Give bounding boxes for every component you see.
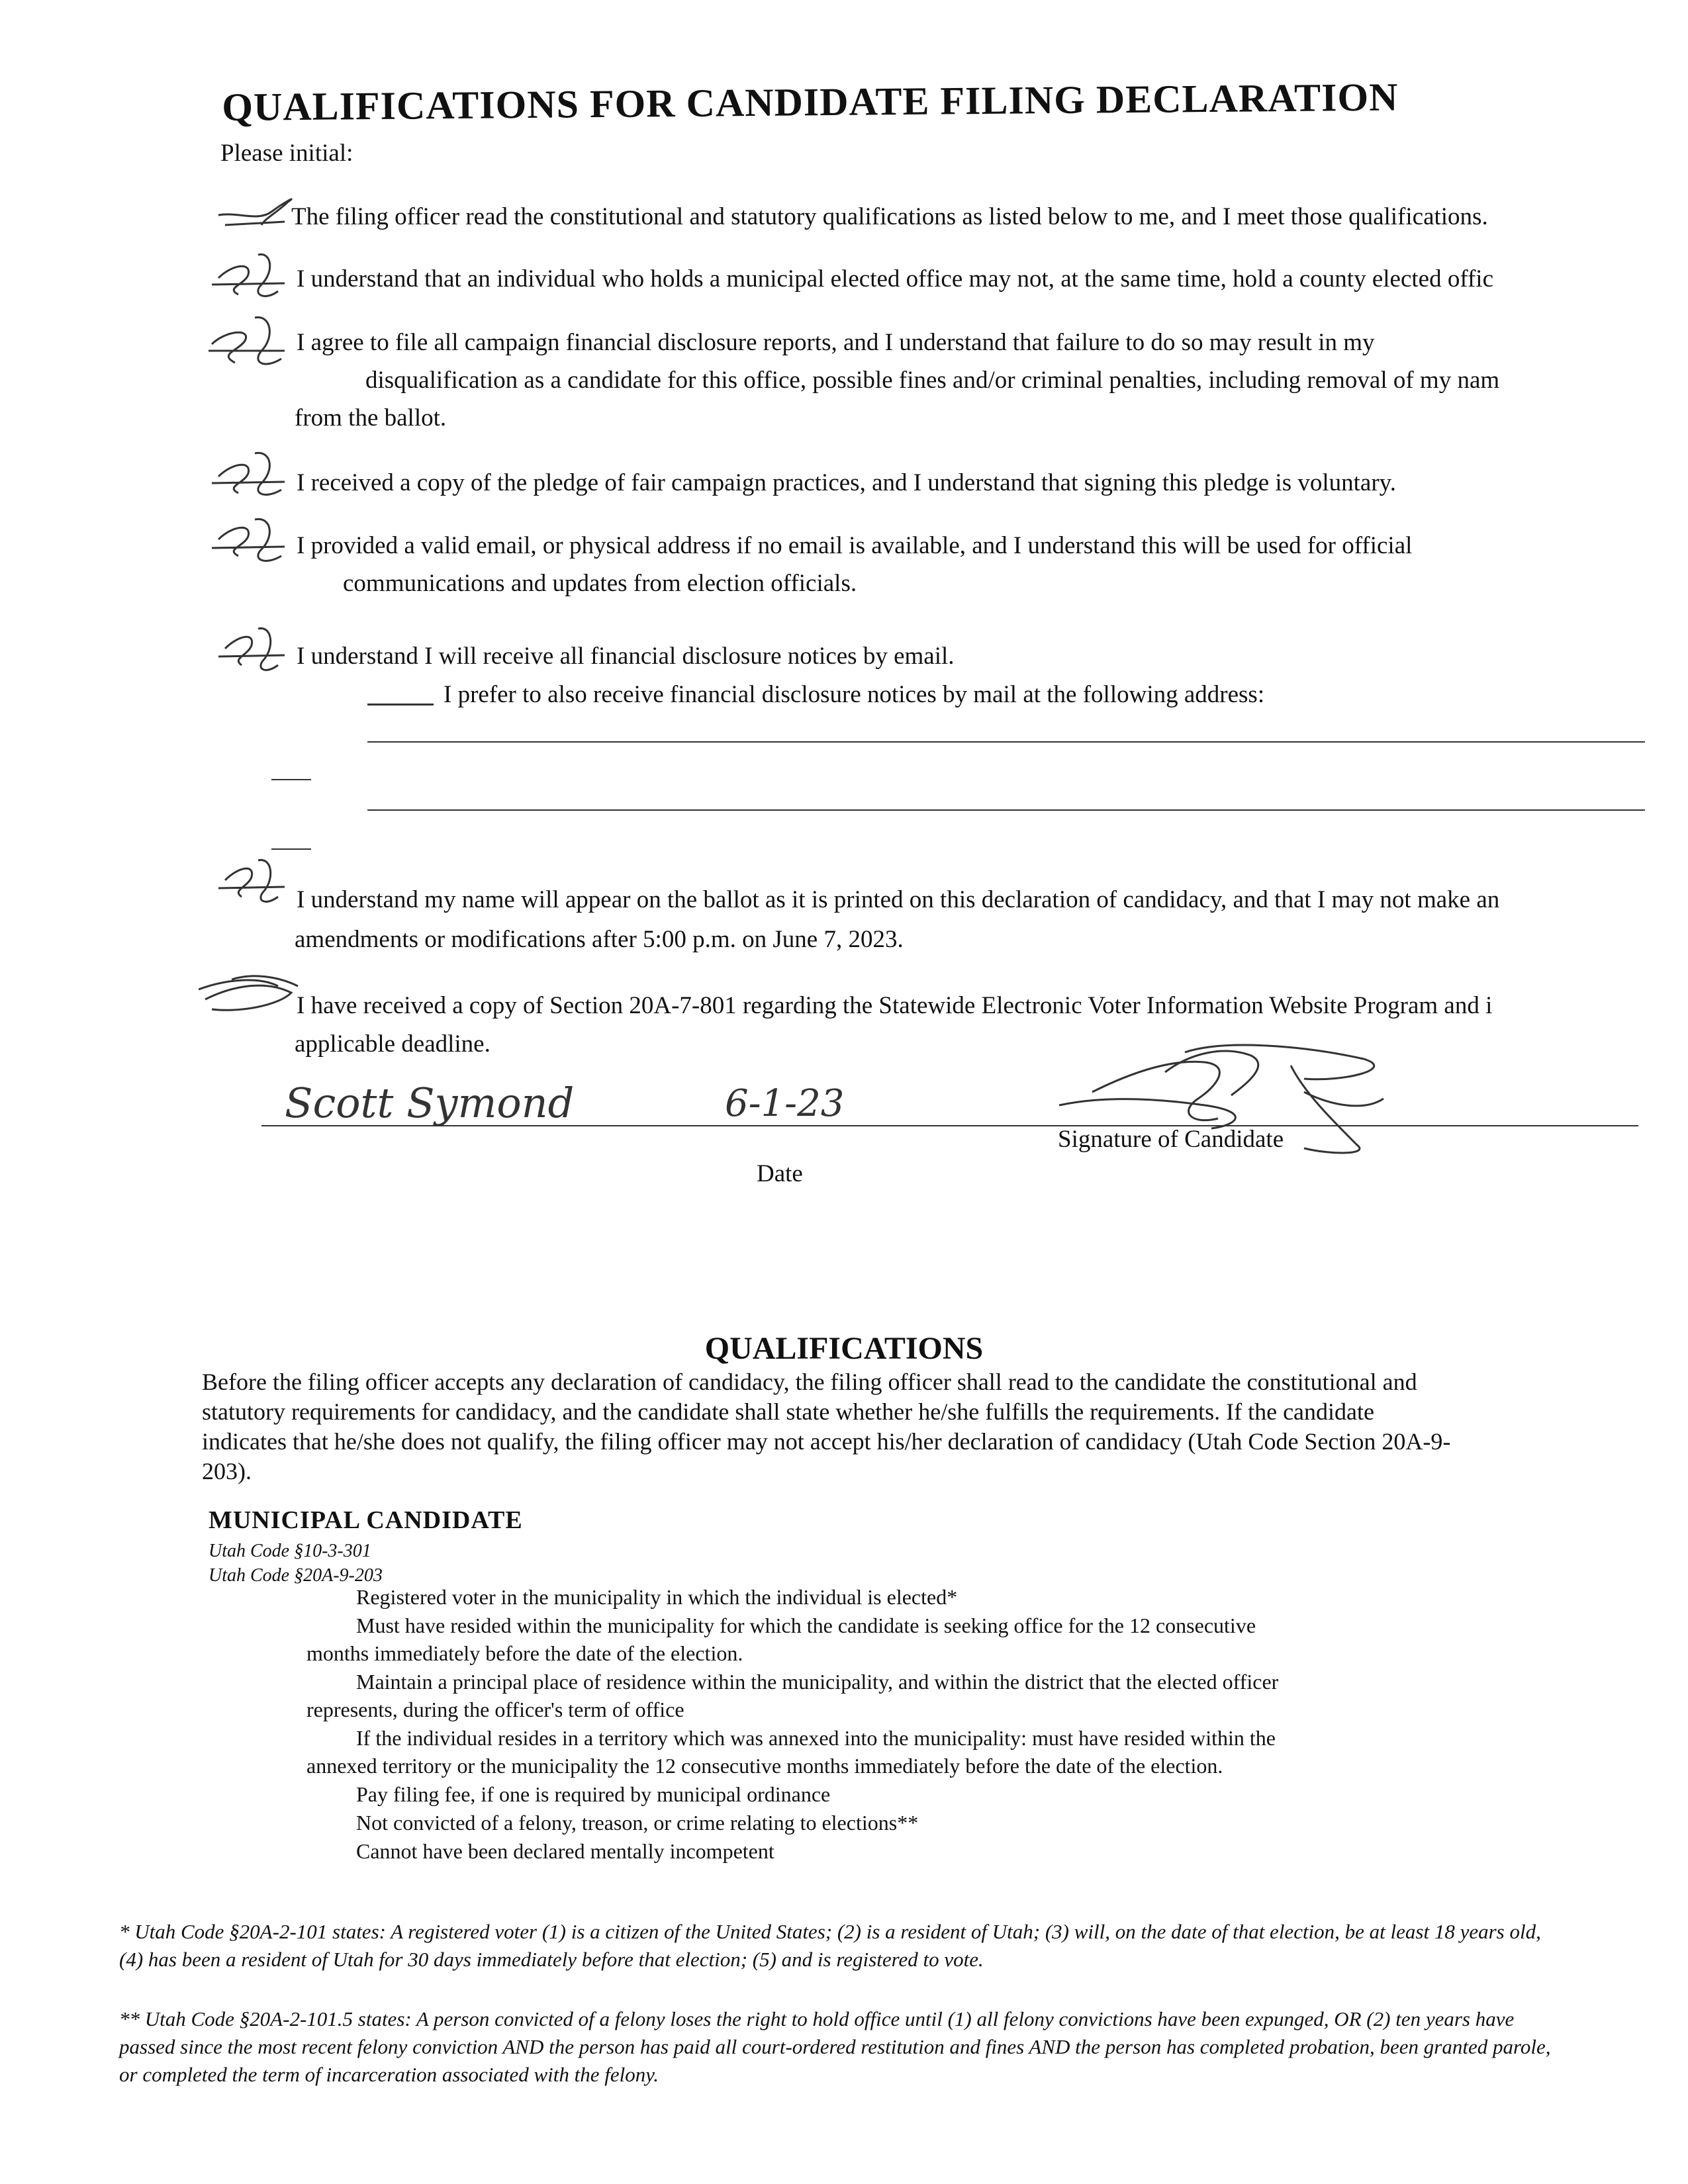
- initial-mark-5: [212, 519, 285, 561]
- declaration-7-line-2: amendments or modifications after 5:00 p.m. on June 7, 2023.: [295, 926, 904, 953]
- declaration-5-line-1: I provided a valid email, or physical address if no email is available, and I understand this will be used for official: [297, 532, 1413, 559]
- footnote-2: ** Utah Code §20A-2-101.5 states: A person convicted of a felony loses the right to hold office until (1) all felony convictions have been expunged, OR (2) ten years have passed since the most recent felony conviction AND the person has paid all court-ordered restitution and fines AND the person has completed probation, been granted parole, or completed the term of incarceration associated with the felony.: [119, 2007, 1551, 2086]
- requirement-5: Pay filing fee, if one is required by municipal ordinance: [356, 1782, 831, 1806]
- blank-initial-line-2[interactable]: [271, 848, 311, 850]
- requirement-2-line-1: Must have resided within the municipality for which the candidate is seeking office for the 12 consecutive: [356, 1614, 1256, 1637]
- declaration-3-line-1: I agree to file all campaign financial disclosure reports, and I understand that failure to do so may result in my: [297, 329, 1375, 356]
- requirement-1: Registered voter in the municipality in which the individual is elected*: [356, 1585, 958, 1609]
- requirement-3-line-2: represents, during the officer's term of office: [306, 1698, 684, 1721]
- date-label: Date: [757, 1160, 803, 1187]
- requirement-2-line-2: months immediately before the date of the election.: [306, 1641, 743, 1665]
- initial-mark-4: [212, 453, 285, 494]
- mail-address-line-1[interactable]: [367, 741, 1645, 743]
- declaration-7-line-1: I understand my name will appear on the ballot as it is printed on this declaration of candidacy, and that I may not make an: [297, 886, 1500, 913]
- initial-mark-1: [218, 199, 291, 225]
- municipal-candidate-heading: MUNICIPAL CANDIDATE: [209, 1506, 523, 1534]
- footnote-1: * Utah Code §20A-2-101 states: A registered voter (1) is a citizen of the United States; (2) is a resident of Utah; (3) will, on the date of that election, be at least 18 years old, (4) has been a resident of Utah for 30 days immediately before that election; (5) and is registered to vote.: [119, 1920, 1541, 1971]
- utah-code-reference-2: Utah Code §20A-9-203: [209, 1565, 383, 1586]
- utah-code-reference-1: Utah Code §10-3-301: [209, 1541, 371, 1561]
- requirement-3-line-1: Maintain a principal place of residence within the municipality, and within the district that the elected officer: [356, 1670, 1279, 1694]
- declaration-8-line-1: I have received a copy of Section 20A-7-801 regarding the Statewide Electronic Voter Information Website Program and i: [297, 992, 1493, 1019]
- requirement-6: Not convicted of a felony, treason, or crime relating to elections**: [356, 1811, 919, 1835]
- initial-mark-7: [218, 860, 285, 901]
- page-title: QUALIFICATIONS FOR CANDIDATE FILING DECLARATION: [222, 75, 1399, 129]
- initial-prompt: Please initial:: [220, 140, 353, 167]
- initial-mark-2: [212, 254, 285, 296]
- initial-mark-8: [199, 976, 298, 1010]
- declaration-8-line-2: applicable deadline.: [295, 1030, 491, 1058]
- requirement-4-line-2: annexed territory or the municipality the 12 consecutive months immediately before the date of the election.: [306, 1754, 1223, 1778]
- declaration-5-line-2: communications and updates from election officials.: [343, 570, 857, 597]
- declaration-1: [291, 197, 1488, 237]
- declaration-6-line-1: I understand I will receive all financial disclosure notices by email.: [297, 643, 955, 670]
- mail-preference-blank[interactable]: [367, 704, 434, 705]
- initial-mark-3: [209, 318, 285, 364]
- qualifications-intro: Before the filing officer accepts any declaration of candidacy, the filing officer shall read to the candidate the constitutional and statutory requirements for candidacy, and the candidate shall state whether he/she fulfills the requirements. If the candidate indicates that he/she does not qualify, the filing officer may not accept his/her declaration of candidacy (Utah Code Section 20A-9-203).: [202, 1369, 1451, 1484]
- declaration-1-text: The filing officer read the constitutional and statutory qualifications as listed below to me, and I meet those qualifications.: [291, 203, 1488, 230]
- initial-mark-6: [218, 628, 285, 670]
- requirement-7: Cannot have been declared mentally incompetent: [356, 1839, 774, 1863]
- mail-address-line-2[interactable]: [367, 809, 1645, 811]
- declaration-2: [297, 259, 1493, 299]
- declaration-4: I received a copy of the pledge of fair campaign practices, and I understand that signing this pledge is voluntary.: [297, 469, 1397, 496]
- qualifications-title: QUALIFICATIONS: [704, 1331, 984, 1366]
- signature-label: Signature of Candidate: [1058, 1126, 1284, 1153]
- declaration-3-line-2: disqualification as a candidate for this office, possible fines and/or criminal penalties, including removal of my nam: [365, 367, 1500, 394]
- blank-initial-line-1[interactable]: [271, 779, 311, 780]
- declaration-6-line-2: I prefer to also receive financial disclosure notices by mail at the following address:: [444, 681, 1265, 708]
- printed-name-handwritten: Scott Symond: [285, 1079, 575, 1127]
- declaration-3-line-3: from the ballot.: [295, 404, 447, 432]
- declaration-2-text: I understand that an individual who holds a municipal elected office may not, at the same time, hold a county elected offic: [297, 265, 1493, 293]
- date-handwritten: 6-1-23: [725, 1082, 845, 1125]
- requirement-4-line-1: If the individual resides in a territory which was annexed into the municipality: must have resided within the: [356, 1726, 1276, 1750]
